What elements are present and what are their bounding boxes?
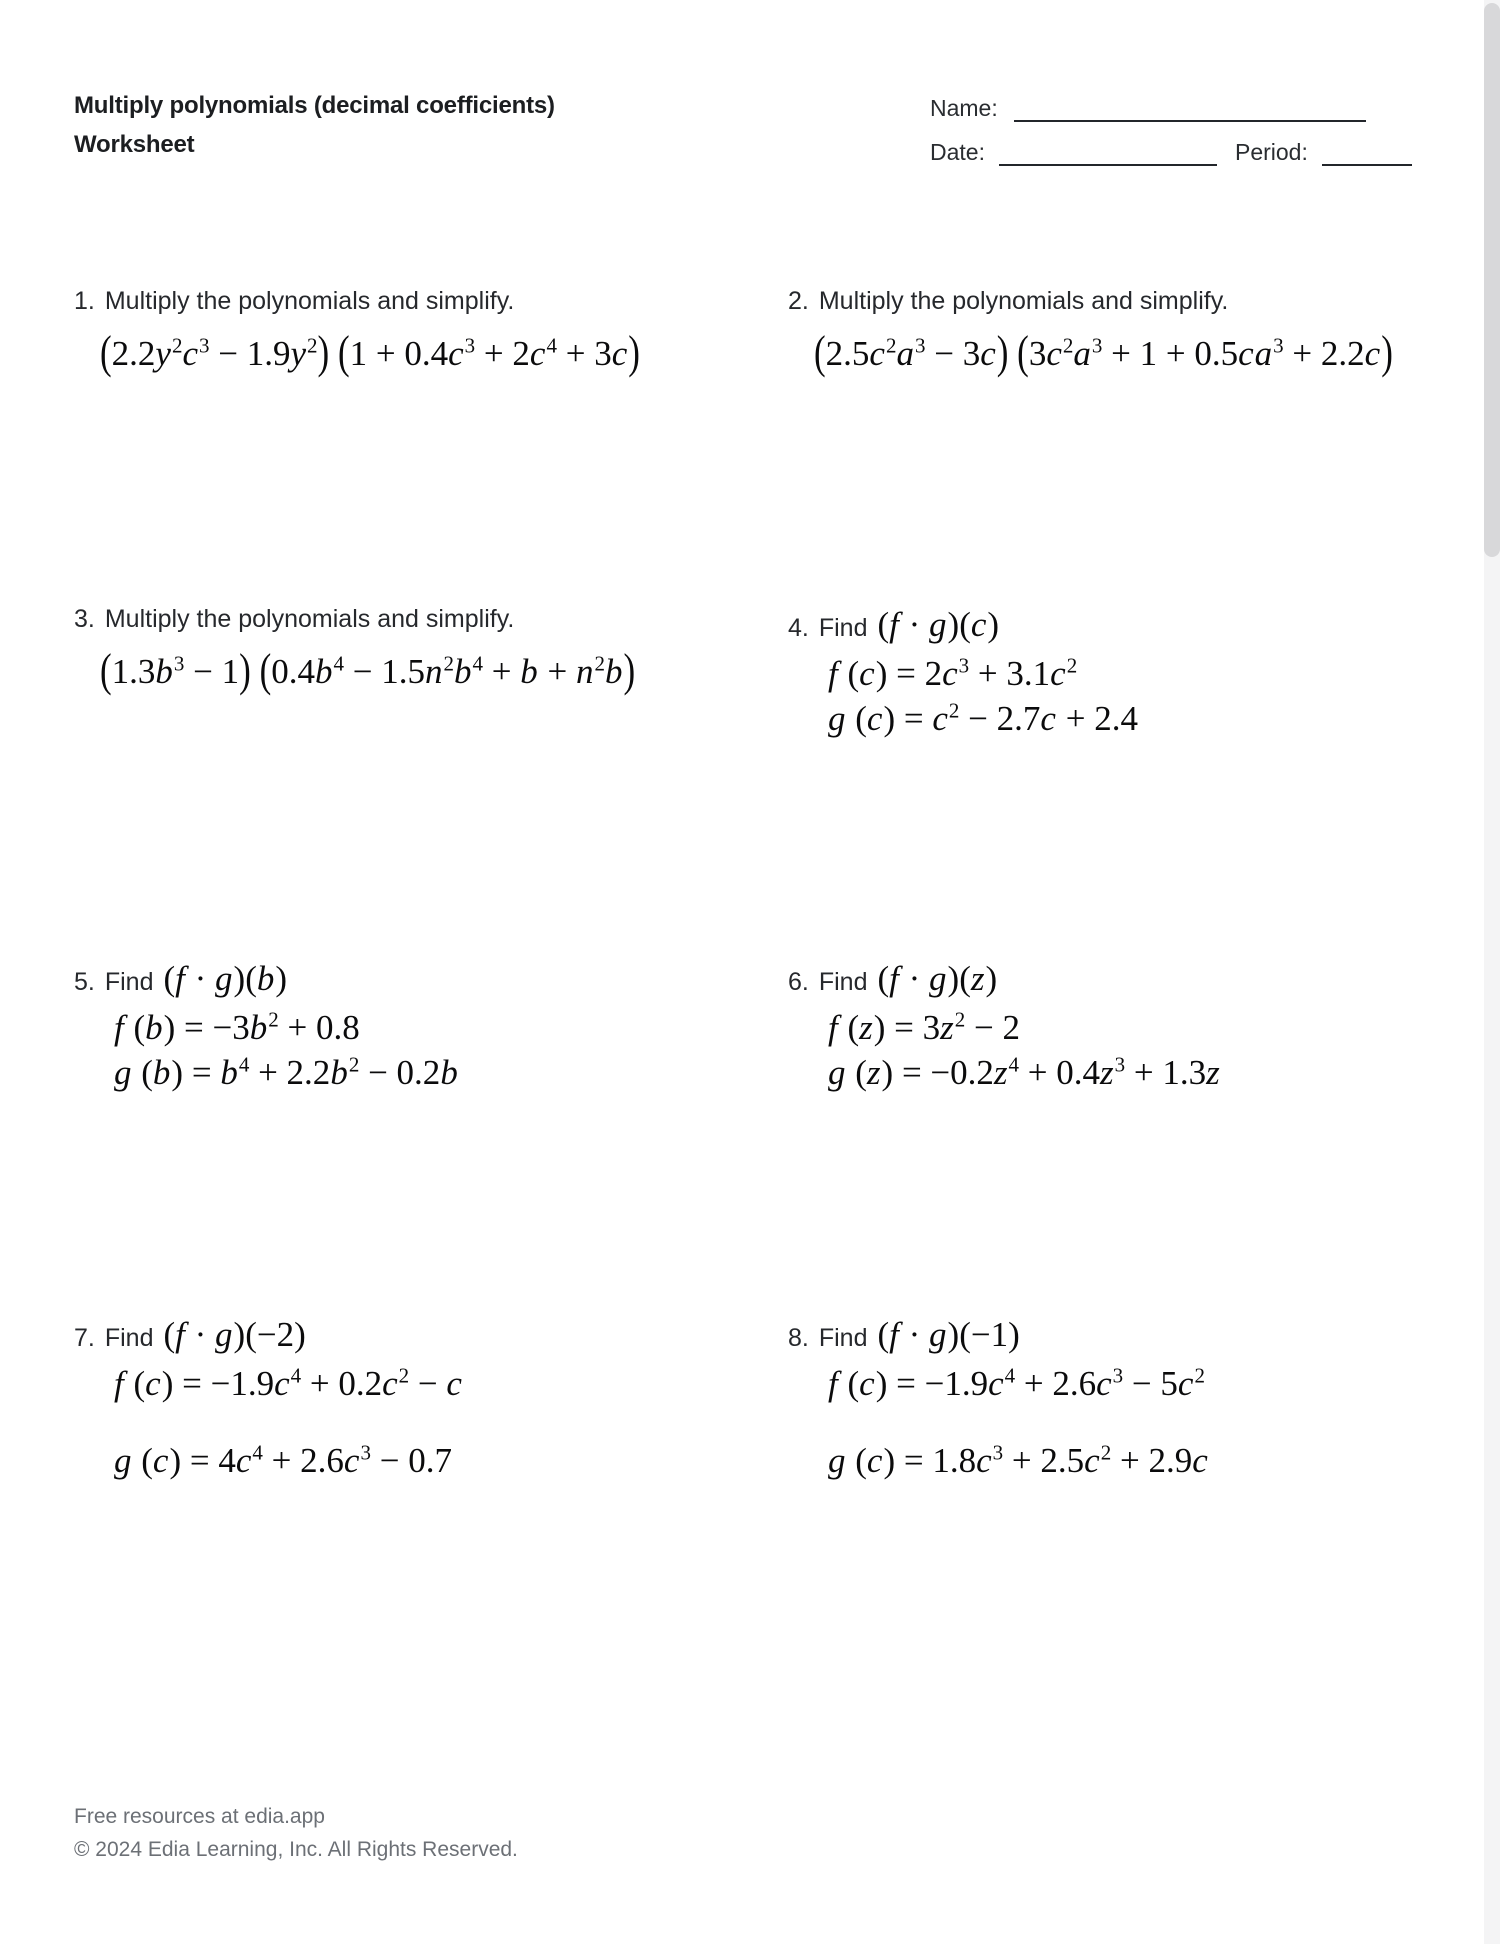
function-f-definition: f $(c) = -1.9c^4 + 2.6c^3 - 5c^2$ [828,1363,1205,1403]
problem-number: 8. [788,1324,809,1352]
problem-instruction: Find [818,1324,868,1352]
header-math: (f · g)(z) [877,959,998,998]
problem-instruction: Multiply the polynomials and simplify. [104,287,515,315]
problem-1-body [74,326,774,379]
header-math: (f · g)(−1) [877,1315,1020,1354]
problem-3-header [74,602,774,636]
problem-instruction: Find [818,614,868,642]
problem-1-header [74,284,774,318]
function-g-definition: g $(z) = -0.2z^4 + 0.4z^3 + 1.3z$ [828,1052,1220,1092]
problem-4-body [788,651,1488,741]
problem-number: 1. [74,287,95,315]
problem-number: 6. [788,968,809,996]
problem-7-header [74,1312,774,1357]
problem-instruction: Multiply the polynomials and simplify. [818,287,1229,315]
function-g-definition: g $(c) = 1.8c^3 + 2.5c^2 + 2.9c$ [828,1440,1208,1480]
header-math: (f · g)(c) [877,605,1000,644]
function-g-definition: g $(b) = b^4 + 2.2b^2 - 0.2b$ [114,1052,458,1092]
header-math: (f · g)(b) [163,959,288,998]
problem-number: 7. [74,1324,95,1352]
problem-number: 4. [788,614,809,642]
footer [74,1800,518,1866]
problem-number: 5. [74,968,95,996]
date-blank-line [999,138,1217,166]
name-label: Name: [930,95,998,121]
problem-5-header [74,956,774,1001]
function-f-definition: f $(c) = -1.9c^4 + 0.2c^2 - c$ [114,1363,462,1403]
problem-7-body [74,1361,774,1483]
problem-instruction: Find [104,1324,154,1352]
scrollbar-track[interactable] [1484,0,1500,1944]
problem-1 [74,284,774,379]
function-f-definition: f $(b) = -3b^2 + 0.8$ [114,1007,360,1047]
function-f-definition: f $(c) = 2c^3 + 3.1c^2$ [828,653,1078,693]
name-blank-line [1014,94,1366,122]
date-label: Date: [930,139,985,165]
problem-instruction: Find [104,968,154,996]
problem-5 [74,956,774,1095]
date-period-row [930,138,1412,166]
period-label: Period: [1234,139,1308,165]
problem-4-header [788,602,1488,647]
problem-2 [788,284,1488,379]
problem-6-header [788,956,1488,1001]
problem-instruction: Multiply the polynomials and simplify. [104,605,515,633]
footer-copyright-text: © 2024 Edia Learning, Inc. All Rights Reserved. [74,1838,518,1861]
problem-8-body [788,1361,1488,1483]
problem-4 [788,602,1488,741]
page-title [74,86,555,164]
problem-7 [74,1312,774,1483]
problem-2-body [788,326,1488,379]
problem-number: 3. [74,605,95,633]
problem-3-body [74,644,774,697]
page-title-line2: Worksheet [74,131,195,158]
problem-instruction: Find [818,968,868,996]
student-info-fields [930,94,1412,182]
problem-6-body [788,1005,1488,1095]
problem-2-header [788,284,1488,318]
problem-8 [788,1312,1488,1483]
header-math: (f · g)(−2) [163,1315,306,1354]
period-blank-line [1322,138,1412,166]
problem-number: 2. [788,287,809,315]
function-g-definition: g $(c) = 4c^4 + 2.6c^3 - 0.7$ [114,1440,452,1480]
math-expression: $(2.5c^2a^3 - 3c) (3c^2a^3 + 1 + 0.5ca^3 + 2.2c)$ [814,326,1393,379]
scrollbar-thumb[interactable] [1484,3,1500,557]
problem-3 [74,602,774,697]
problem-8-header [788,1312,1488,1357]
name-row [930,94,1412,122]
function-g-definition: g $(c) = c^2 - 2.7c + 2.4$ [828,698,1138,738]
function-f-definition: f $(z) = 3z^2 - 2$ [828,1007,1021,1047]
footer-resources-text: Free resources at edia.app [74,1805,325,1828]
problem-5-body [74,1005,774,1095]
problem-6 [788,956,1488,1095]
page-title-line1: Multiply polynomials (decimal coefficients) [74,92,555,119]
math-expression: $(1.3b^3 - 1) (0.4b^4 - 1.5n^2b^4 + b + n^2b)$ [100,644,636,697]
math-expression: $(2.2y^2c^3 - 1.9y^2) (1 + 0.4c^3 + 2c^4 + 3c)$ [100,326,640,379]
